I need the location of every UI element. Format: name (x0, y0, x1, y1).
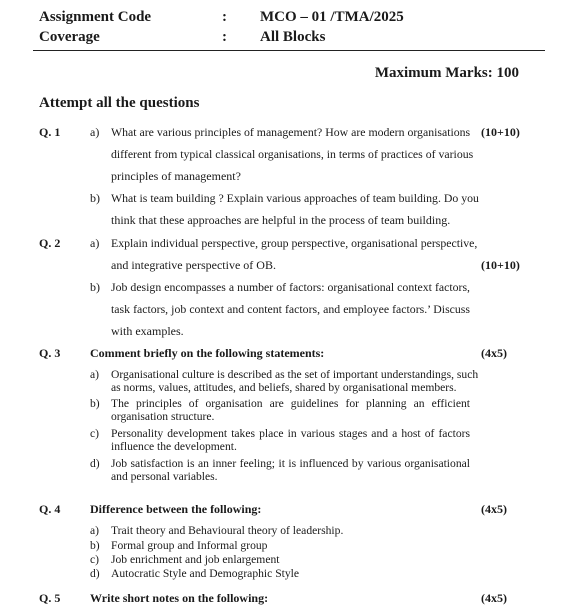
question-text-line: and personal variables. (111, 470, 218, 483)
question-text-line: Job design encompasses a number of factors: organisational context factors, (111, 280, 470, 294)
assignment-code-label: Assignment Code (39, 9, 152, 25)
item-label: d) (90, 457, 100, 470)
list-item: Autocratic Style and Demographic Style (111, 567, 300, 580)
question-text-line: influence the development. (111, 440, 237, 453)
question-text-line: and integrative perspective of OB. (111, 258, 276, 272)
question-heading: Comment briefly on the following statements: (90, 346, 325, 360)
item-label: c) (90, 427, 100, 440)
question-number: Q. 5 (39, 591, 61, 605)
item-label: a) (90, 236, 100, 250)
question-text-line: What are various principles of management? How are modern organisations (111, 125, 471, 139)
question-text-line: with examples. (111, 324, 184, 338)
assignment-code-value: MCO – 01 /TMA/2025 (260, 9, 404, 25)
coverage-value: All Blocks (260, 29, 326, 45)
list-item: Formal group and Informal group (111, 539, 268, 552)
list-item: Trait theory and Behavioural theory of leadership. (111, 524, 344, 537)
item-label: a) (90, 524, 100, 537)
question-marks: (4x5) (481, 346, 507, 360)
assignment-code-colon: : (222, 9, 227, 25)
instructions-heading: Attempt all the questions (39, 95, 200, 111)
question-number: Q. 3 (39, 346, 61, 360)
question-heading: Write short notes on the following: (90, 591, 269, 605)
question-text-line: different from typical classical organisations, in terms of practices of various (111, 147, 474, 161)
question-number: Q. 1 (39, 125, 61, 139)
list-item: Job enrichment and job enlargement (111, 553, 280, 566)
item-label: b) (90, 280, 100, 294)
question-marks: (4x5) (481, 591, 507, 605)
question-text-line: Personality development takes place in various stages and a host of factors (111, 427, 470, 440)
question-text-line: task factors, job context and content factors, and employee factors.’ Discuss (111, 302, 470, 316)
item-label: d) (90, 567, 100, 580)
maximum-marks: Maximum Marks: 100 (374, 65, 519, 81)
question-text-line: Job satisfaction is an inner feeling; it is influenced by various organisational (111, 457, 470, 470)
question-text-line: Explain individual perspective, group perspective, organisational perspective, (111, 236, 478, 250)
item-label: b) (90, 539, 100, 552)
question-number: Q. 2 (39, 236, 61, 250)
question-heading: Difference between the following: (90, 502, 262, 516)
item-label: b) (90, 397, 100, 410)
question-marks: (10+10) (481, 258, 520, 272)
question-marks: (4x5) (481, 502, 507, 516)
item-label: c) (90, 553, 100, 566)
question-number: Q. 4 (39, 502, 61, 516)
item-label: a) (90, 368, 100, 381)
question-marks: (10+10) (481, 125, 520, 139)
header-rule (33, 50, 545, 51)
question-text-line: The principles of organisation are guidelines for planning an efficient (111, 397, 470, 410)
item-label: a) (90, 125, 100, 139)
question-text-line: What is team building ? Explain various approaches of team building. Do you (111, 191, 479, 205)
item-label: b) (90, 191, 100, 205)
coverage-colon: : (222, 29, 227, 45)
question-text-line: principles of management? (111, 169, 241, 183)
question-text-line: Organisational culture is described as the set of important understandings, such (111, 368, 479, 381)
question-text-line: organisation structure. (111, 410, 215, 423)
question-text-line: think that these approaches are helpful in the process of team building. (111, 213, 451, 227)
question-text-line: as norms, values, attitudes, and beliefs, shared by organisational members. (111, 381, 457, 394)
coverage-label: Coverage (39, 29, 100, 45)
